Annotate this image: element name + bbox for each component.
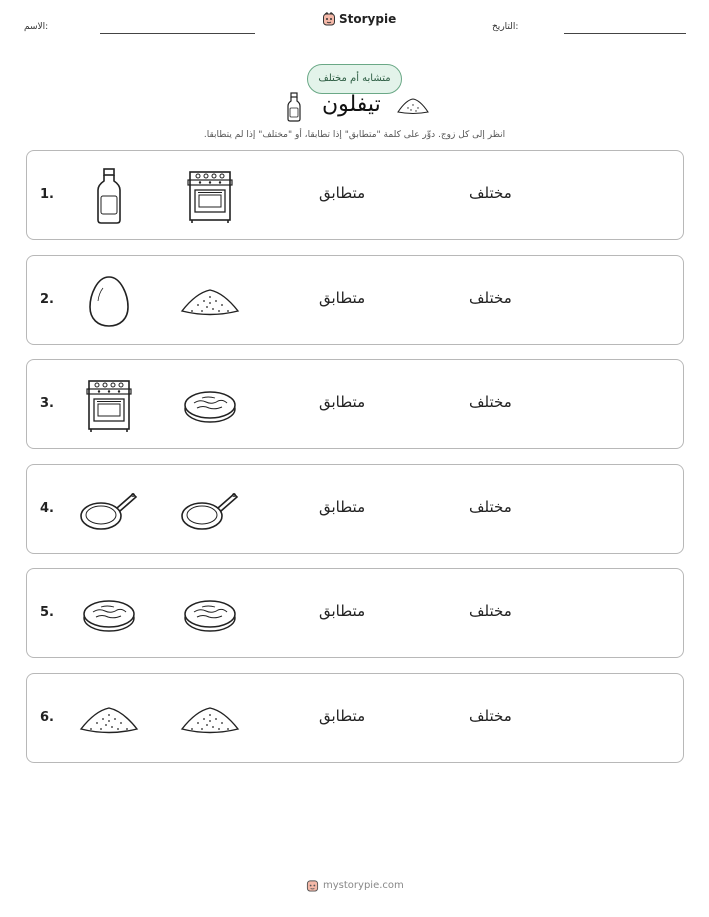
powder-icon [396, 96, 430, 116]
different-option[interactable]: مختلف [469, 602, 512, 620]
frying-pan-icon [77, 480, 141, 540]
row-number: 2. [40, 292, 54, 307]
stove-icon [178, 166, 242, 226]
stove-icon [77, 375, 141, 435]
brand-logo [322, 12, 396, 26]
pair-row [26, 568, 684, 658]
row-number: 6. [40, 710, 54, 725]
brand-name: Storypie [339, 12, 397, 26]
date-line [564, 33, 686, 34]
powder-icon [77, 689, 141, 749]
bottle-icon [286, 92, 302, 122]
same-option[interactable]: متطابق [319, 602, 366, 620]
pancake-icon [178, 584, 242, 644]
name-label: الاسم: [24, 22, 49, 32]
powder-icon [178, 689, 242, 749]
title-word: تيفلون [322, 92, 381, 117]
row-number: 1. [40, 187, 54, 202]
pair-row [26, 150, 684, 240]
pair-row [26, 673, 684, 763]
row-number: 4. [40, 501, 54, 516]
different-option[interactable]: مختلف [469, 498, 512, 516]
same-option[interactable]: متطابق [319, 498, 366, 516]
different-option[interactable]: مختلف [469, 289, 512, 307]
instructions: انظر إلى كل زوج. دوِّر على كلمة "متطابق" إذا تطابقا، أو "مختلف" إذا لم يتطابقا. [203, 130, 506, 140]
mascot-icon [306, 879, 319, 892]
footer [306, 879, 404, 892]
pancake-icon [77, 584, 141, 644]
mascot-icon [322, 12, 336, 26]
different-option[interactable]: مختلف [469, 707, 512, 725]
different-option[interactable]: مختلف [469, 184, 512, 202]
egg-icon [77, 271, 141, 331]
worksheet-badge: متشابه أم مختلف [307, 64, 402, 94]
footer-site[interactable]: mystorypie.com [323, 880, 404, 891]
row-number: 5. [40, 605, 54, 620]
same-option[interactable]: متطابق [319, 393, 366, 411]
same-option[interactable]: متطابق [319, 707, 366, 725]
powder-icon [178, 271, 242, 331]
pair-row [26, 255, 684, 345]
pair-row [26, 359, 684, 449]
name-line [100, 33, 255, 34]
row-number: 3. [40, 396, 54, 411]
pancake-icon [178, 375, 242, 435]
bottle-icon [77, 166, 141, 226]
pair-row [26, 464, 684, 554]
title-row [0, 90, 709, 124]
date-label: التاريخ: [492, 22, 519, 32]
different-option[interactable]: مختلف [469, 393, 512, 411]
frying-pan-icon [178, 480, 242, 540]
same-option[interactable]: متطابق [319, 184, 366, 202]
same-option[interactable]: متطابق [319, 289, 366, 307]
